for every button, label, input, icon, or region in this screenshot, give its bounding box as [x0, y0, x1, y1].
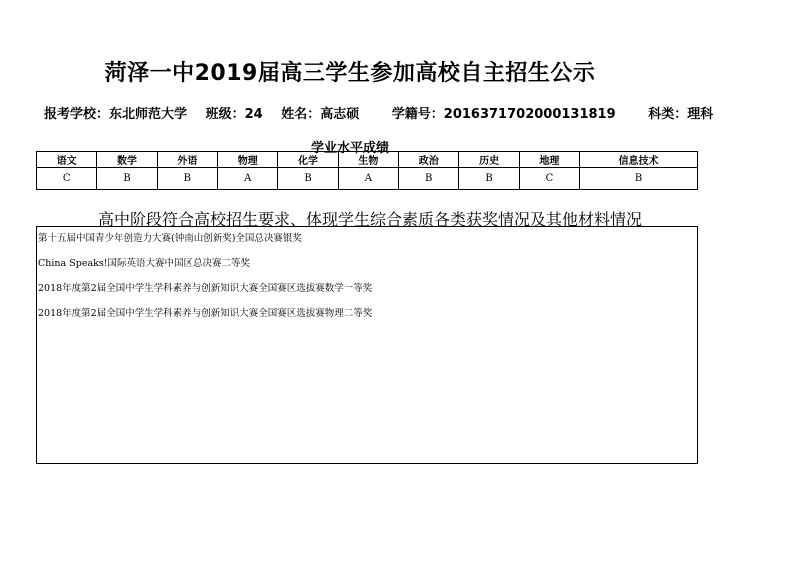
- grade-cell: B: [580, 168, 698, 190]
- grade-cell: C: [519, 168, 579, 190]
- page-title: 菏泽一中2019届高三学生参加高校自主招生公示: [104, 61, 596, 86]
- subject-header: 物理: [218, 152, 278, 168]
- subject-header: 生物: [338, 152, 398, 168]
- grade-cell: A: [218, 168, 278, 190]
- school-value: 东北师范大学: [109, 107, 188, 122]
- subject-header: 外语: [157, 152, 217, 168]
- award-item: China Speaks!国际英语大赛中国区总决赛二等奖: [38, 258, 251, 269]
- subject-header: 信息技术: [580, 152, 698, 168]
- school-label: 报考学校：: [44, 107, 110, 122]
- grade-cell: B: [97, 168, 157, 190]
- awards-heading: 高中阶段符合高校招生要求、体现学生综合素质各类获奖情况及其他材料情况: [97, 210, 642, 229]
- subject-header: 历史: [459, 152, 519, 168]
- subject-header: 化学: [278, 152, 338, 168]
- subject-header: 政治: [399, 152, 459, 168]
- scores-section-label: 学业水平成绩: [310, 141, 389, 156]
- student-info-line: [44, 103, 713, 122]
- grade-cell: B: [278, 168, 338, 190]
- class-label: 班级：: [205, 107, 245, 122]
- class-value: 24: [244, 107, 263, 122]
- awards-box: [36, 226, 698, 464]
- scores-table: [36, 151, 698, 190]
- grade-cell: B: [157, 168, 217, 190]
- grade-cell: B: [399, 168, 459, 190]
- subject-header: 数学: [97, 152, 157, 168]
- grade-cell: C: [37, 168, 97, 190]
- student-id-label: 学籍号：: [391, 107, 444, 122]
- track-label: 科类：: [648, 107, 688, 122]
- student-id-value: 2016371702000131819: [443, 107, 616, 122]
- name-value: 高志硕: [320, 107, 360, 122]
- grade-cell: A: [338, 168, 398, 190]
- scores-header-row: [37, 152, 698, 168]
- name-label: 姓名：: [281, 107, 321, 122]
- award-item: 2018年度第2届全国中学生学科素养与创新知识大赛全国赛区选拔赛物理二等奖: [38, 308, 373, 319]
- track-value: 理科: [687, 107, 714, 122]
- grade-cell: B: [459, 168, 519, 190]
- subject-header: 地理: [519, 152, 579, 168]
- subject-header: 语文: [37, 152, 97, 168]
- award-item: 2018年度第2届全国中学生学科素养与创新知识大赛全国赛区选拔赛数学一等奖: [38, 283, 373, 294]
- award-item: 第十五届中国青少年创造力大赛(钟南山创新奖)全国总决赛银奖: [38, 233, 302, 244]
- scores-grade-row: [37, 168, 698, 190]
